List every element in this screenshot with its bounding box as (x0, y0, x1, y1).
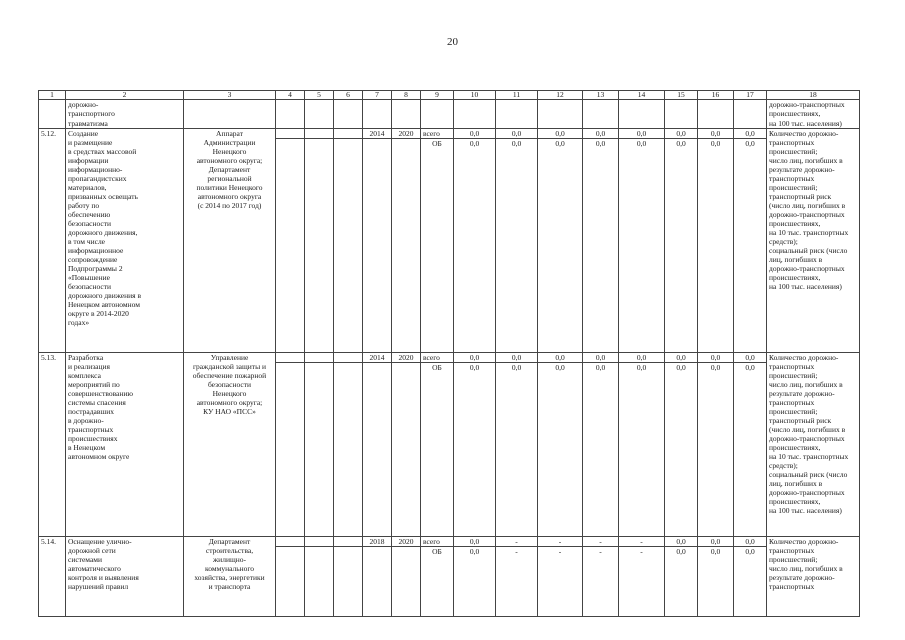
header-cell: 16 (698, 91, 734, 100)
measure-row-total (39, 537, 860, 547)
value-total: 0,0 (698, 537, 734, 547)
value-ob: 0,0 (583, 139, 619, 353)
value-ob: 0,0 (496, 139, 538, 353)
measure-number: 5.12. (39, 129, 66, 353)
header-cell: 6 (334, 91, 363, 100)
value-total: 0,0 (698, 129, 734, 139)
header-cell: 14 (619, 91, 665, 100)
value-total: 0,0 (734, 129, 767, 139)
value-ob: 0,0 (698, 139, 734, 353)
value-ob: 0,0 (734, 363, 767, 537)
continuation-row (39, 100, 860, 129)
value-total: - (583, 537, 619, 547)
value-ob: 0,0 (698, 547, 734, 617)
value-total: 0,0 (619, 129, 665, 139)
value-ob: 0,0 (734, 139, 767, 353)
value-total: 0,0 (619, 353, 665, 363)
end-year: 2020 (392, 537, 421, 547)
measure-executor: Департамент строительства, жилищно- коммунального хозяйства, энергетики и транспорта (184, 537, 276, 617)
header-row (39, 91, 860, 100)
value-total: 0,0 (665, 129, 698, 139)
value-total: 0,0 (665, 353, 698, 363)
start-year: 2018 (363, 537, 392, 547)
value-ob: 0,0 (583, 363, 619, 537)
value-ob: 0,0 (538, 139, 583, 353)
value-ob: 0,0 (665, 547, 698, 617)
value-ob: 0,0 (619, 139, 665, 353)
header-cell: 9 (421, 91, 454, 100)
value-total: 0,0 (454, 129, 496, 139)
source-label-ob: ОБ (421, 363, 454, 537)
value-ob: - (583, 547, 619, 617)
measure-indicators: Количество дорожно- транспортных происшествий; число лиц, погибших в результате дорожно- транспортных (767, 537, 860, 617)
header-cell: 17 (734, 91, 767, 100)
start-year: 2014 (363, 129, 392, 139)
continuation-indicators: дорожно-транспортных происшествиях, на 100 тыс. населения) (767, 100, 860, 129)
measure-name: Создание и размещение в средствах массовой информации информационно- пропагандистских материалов, призванных освещать работу по обеспечению безопасности дорожного движения, в том числе информационное сопровождение Подпрограммы 2 «Повышение безопасности дорожного движения в Ненецком автономном округе в 2014-2020 годах» (66, 129, 184, 353)
page-number: 20 (447, 36, 458, 48)
source-label-total: всего (421, 537, 454, 547)
header-cell: 4 (276, 91, 305, 100)
value-ob: - (619, 547, 665, 617)
value-ob: 0,0 (698, 363, 734, 537)
measure-executor: Аппарат Администрации Ненецкого автономного округа; Департамент региональной политики Ненецкого автономного округа (с 2014 по 2017 год) (184, 129, 276, 353)
value-total: 0,0 (734, 537, 767, 547)
program-table (38, 90, 860, 617)
start-year: 2014 (363, 353, 392, 363)
value-ob: 0,0 (454, 139, 496, 353)
value-ob: 0,0 (665, 139, 698, 353)
value-total: - (619, 537, 665, 547)
measure-indicators: Количество дорожно- транспортных происшествий; число лиц, погибших в результате дорожно- транспортных происшествий; транспортный риск (число лиц, погибших в дорожно-транспортных происшествиях, на 10 тыс. транспортных средств); социальный риск (число лиц, погибших в дорожно-транспортных происшествиях, на 100 тыс. населения) (767, 353, 860, 537)
end-year: 2020 (392, 129, 421, 139)
source-label-ob: ОБ (421, 139, 454, 353)
value-total: - (496, 537, 538, 547)
header-cell: 11 (496, 91, 538, 100)
value-total: 0,0 (665, 537, 698, 547)
value-total: 0,0 (496, 129, 538, 139)
measure-number: 5.13. (39, 353, 66, 537)
header-cell: 12 (538, 91, 583, 100)
source-label-total: всего (421, 129, 454, 139)
continuation-name: дорожно- транспортного травматизма (66, 100, 184, 129)
value-total: 0,0 (454, 353, 496, 363)
value-ob: - (496, 547, 538, 617)
value-total: 0,0 (698, 353, 734, 363)
source-label-ob: ОБ (421, 547, 454, 617)
source-label-total: всего (421, 353, 454, 363)
header-cell: 5 (305, 91, 334, 100)
value-total: 0,0 (496, 353, 538, 363)
value-total: 0,0 (734, 353, 767, 363)
header-cell: 2 (66, 91, 184, 100)
header-cell: 15 (665, 91, 698, 100)
measure-row-total (39, 353, 860, 363)
value-ob: 0,0 (665, 363, 698, 537)
value-ob: 0,0 (496, 363, 538, 537)
header-cell: 10 (454, 91, 496, 100)
value-total: 0,0 (583, 129, 619, 139)
header-cell: 1 (39, 91, 66, 100)
header-cell: 8 (392, 91, 421, 100)
value-ob: 0,0 (454, 547, 496, 617)
value-ob: 0,0 (454, 363, 496, 537)
value-ob: - (538, 547, 583, 617)
measure-executor: Управление гражданской защиты и обеспечение пожарной безопасности Ненецкого автономного округа; КУ НАО «ПСС» (184, 353, 276, 537)
end-year: 2020 (392, 353, 421, 363)
value-total: 0,0 (538, 353, 583, 363)
value-ob: 0,0 (734, 547, 767, 617)
value-ob: 0,0 (619, 363, 665, 537)
header-cell: 18 (767, 91, 860, 100)
value-total: 0,0 (538, 129, 583, 139)
measure-indicators: Количество дорожно- транспортных происшествий; число лиц, погибших в результате дорожно- транспортных происшествий; транспортный риск (число лиц, погибших в дорожно-транспортных происшествиях, на 10 тыс. транспортных средств); социальный риск (число лиц, погибших в дорожно-транспортных происшествиях, на 100 тыс. населения) (767, 129, 860, 353)
measure-name: Разработка и реализация комплекса мероприятий по совершенствованию системы спасения пострадавших в дорожно- транспортных происшествиях в Ненецком автономном округе (66, 353, 184, 537)
value-total: - (538, 537, 583, 547)
value-ob: 0,0 (538, 363, 583, 537)
measure-row-total (39, 129, 860, 139)
value-total: 0,0 (454, 537, 496, 547)
value-total: 0,0 (583, 353, 619, 363)
header-cell: 13 (583, 91, 619, 100)
measure-number: 5.14. (39, 537, 66, 617)
header-cell: 3 (184, 91, 276, 100)
measure-name: Оснащение улично- дорожной сети системами автоматического контроля и выявления нарушений правил (66, 537, 184, 617)
header-cell: 7 (363, 91, 392, 100)
